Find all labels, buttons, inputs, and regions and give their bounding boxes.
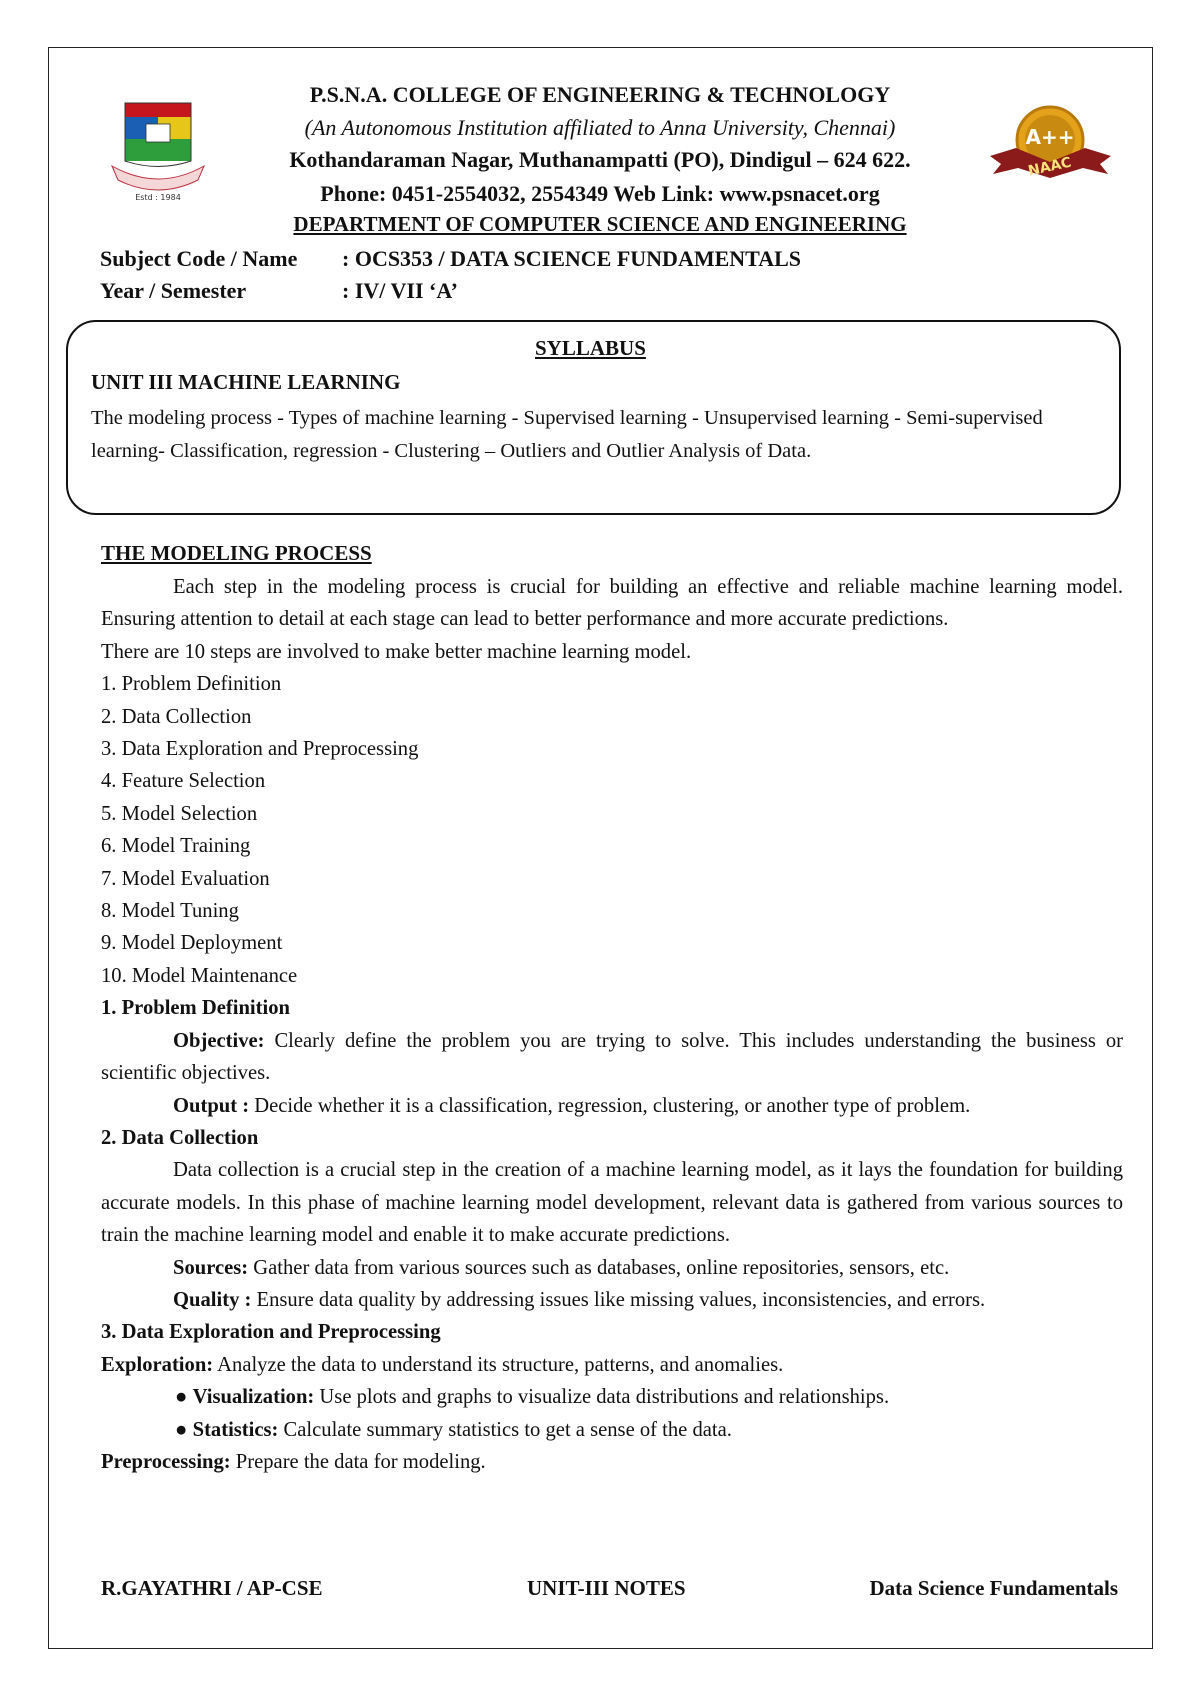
objective-paragraph	[101, 1025, 1123, 1090]
sources-paragraph	[101, 1252, 1123, 1284]
subject-label: Subject Code / Name	[100, 246, 298, 271]
output-label: Output :	[173, 1094, 250, 1117]
visualization-label: Visualization:	[192, 1386, 315, 1409]
subject-row	[100, 246, 801, 272]
college-affiliation: (An Autonomous Institution affiliated to Anna University, Chennai)	[304, 115, 896, 140]
year-row	[100, 278, 458, 304]
steps-intro: There are 10 steps are involved to make better machine learning model.	[101, 640, 692, 663]
list-item: 2. Data Collection	[101, 705, 252, 728]
college-crest-logo	[108, 100, 208, 204]
naac-badge-logo	[988, 104, 1113, 190]
sources-label: Sources:	[173, 1256, 249, 1279]
list-item: 5. Model Selection	[101, 802, 258, 825]
year-value: : IV/ VII ‘A’	[342, 278, 458, 303]
list-item: 8. Model Tuning	[101, 900, 239, 923]
list-item: 7. Model Evaluation	[101, 867, 270, 890]
objective-label: Objective:	[173, 1029, 265, 1052]
statistics-label: Statistics:	[192, 1418, 279, 1441]
data-collection-paragraph: Data collection is a crucial step in the creation of a machine learning model, as it lays the foundation for building accurate models. In this phase of machine learning model development, relevant data is gathered from various sources to train the machine learning model and enable it to make accurate predictions.	[101, 1159, 1123, 1247]
list-item: 6. Model Training	[101, 835, 251, 858]
preprocessing-text: Prepare the data for modeling.	[230, 1450, 486, 1473]
objective-text: Clearly define the problem you are trying to solve. This includes understanding the business or scientific objectives.	[101, 1029, 1123, 1085]
statistics-text: Calculate summary statistics to get a sense of the data.	[278, 1418, 732, 1441]
output-text: Decide whether it is a classification, regression, clustering, or another type of problem.	[249, 1094, 971, 1117]
year-label: Year / Semester	[100, 278, 247, 303]
footer-unit: UNIT-III NOTES	[527, 1576, 686, 1600]
footer-subject: Data Science Fundamentals	[869, 1576, 1118, 1600]
exploration-paragraph	[101, 1349, 1123, 1381]
bullet-icon: ●	[175, 1418, 188, 1441]
list-item: 10. Model Maintenance	[101, 964, 298, 987]
intro-paragraph: Each step in the modeling process is crucial for building an effective and reliable machine learning model. Ensuring attention to detail at each stage can lead to better performance and more accurate predictions.	[101, 576, 1123, 631]
section-title: THE MODELING PROCESS	[101, 541, 372, 565]
list-item: 3. Data Exploration and Preprocessing	[101, 738, 419, 761]
sources-text: Gather data from various sources such as databases, online repositories, sensors, etc.	[248, 1256, 950, 1279]
bullet-icon: ●	[175, 1386, 188, 1409]
college-name: P.S.N.A. COLLEGE OF ENGINEERING & TECHNOLOGY	[309, 82, 891, 107]
exploration-heading: 3. Data Exploration and Preprocessing	[101, 1321, 441, 1344]
footer-author: R.GAYATHRI / AP-CSE	[101, 1576, 323, 1600]
list-item: 1. Problem Definition	[101, 673, 282, 696]
notes-body	[101, 571, 1123, 1478]
college-contact: Phone: 0451-2554032, 2554349 Web Link: www.psnacet.org	[320, 181, 880, 206]
preprocessing-paragraph	[101, 1446, 1123, 1478]
syllabus-title: SYLLABUS	[535, 336, 646, 360]
naac-ribbon-text: NAAC	[1026, 154, 1073, 180]
subject-value: : OCS353 / DATA SCIENCE FUNDAMENTALS	[342, 246, 801, 271]
crest-caption: Estd : 1984	[135, 193, 181, 202]
output-paragraph	[101, 1090, 1123, 1122]
syllabus-unit: UNIT III MACHINE LEARNING	[91, 370, 401, 394]
quality-label: Quality :	[173, 1288, 252, 1311]
steps-list	[101, 668, 1123, 992]
department-name: DEPARTMENT OF COMPUTER SCIENCE AND ENGINEERING	[293, 212, 907, 236]
list-item: 9. Model Deployment	[101, 932, 283, 955]
exploration-label: Exploration:	[101, 1353, 214, 1376]
exploration-text: Analyze the data to understand its structure, patterns, and anomalies.	[213, 1353, 784, 1376]
problem-definition-heading: 1. Problem Definition	[101, 997, 290, 1020]
college-address: Kothandaraman Nagar, Muthanampatti (PO), Dindigul – 624 622.	[289, 147, 911, 172]
visualization-bullet	[101, 1381, 1123, 1413]
naac-grade: A++	[1025, 125, 1075, 149]
quality-paragraph	[101, 1284, 1123, 1316]
quality-text: Ensure data quality by addressing issues like missing values, inconsistencies, and errors.	[251, 1288, 986, 1311]
syllabus-text: The modeling process - Types of machine learning - Supervised learning - Unsupervised learning - Semi-supervised learning- Classification, regression - Clustering – Outliers and Outlier Analysis of Data.	[91, 407, 1043, 462]
visualization-text: Use plots and graphs to visualize data distributions and relationships.	[314, 1386, 890, 1409]
list-item: 4. Feature Selection	[101, 770, 266, 793]
statistics-bullet	[101, 1414, 1123, 1446]
data-collection-heading: 2. Data Collection	[101, 1126, 259, 1149]
preprocessing-label: Preprocessing:	[101, 1450, 231, 1473]
